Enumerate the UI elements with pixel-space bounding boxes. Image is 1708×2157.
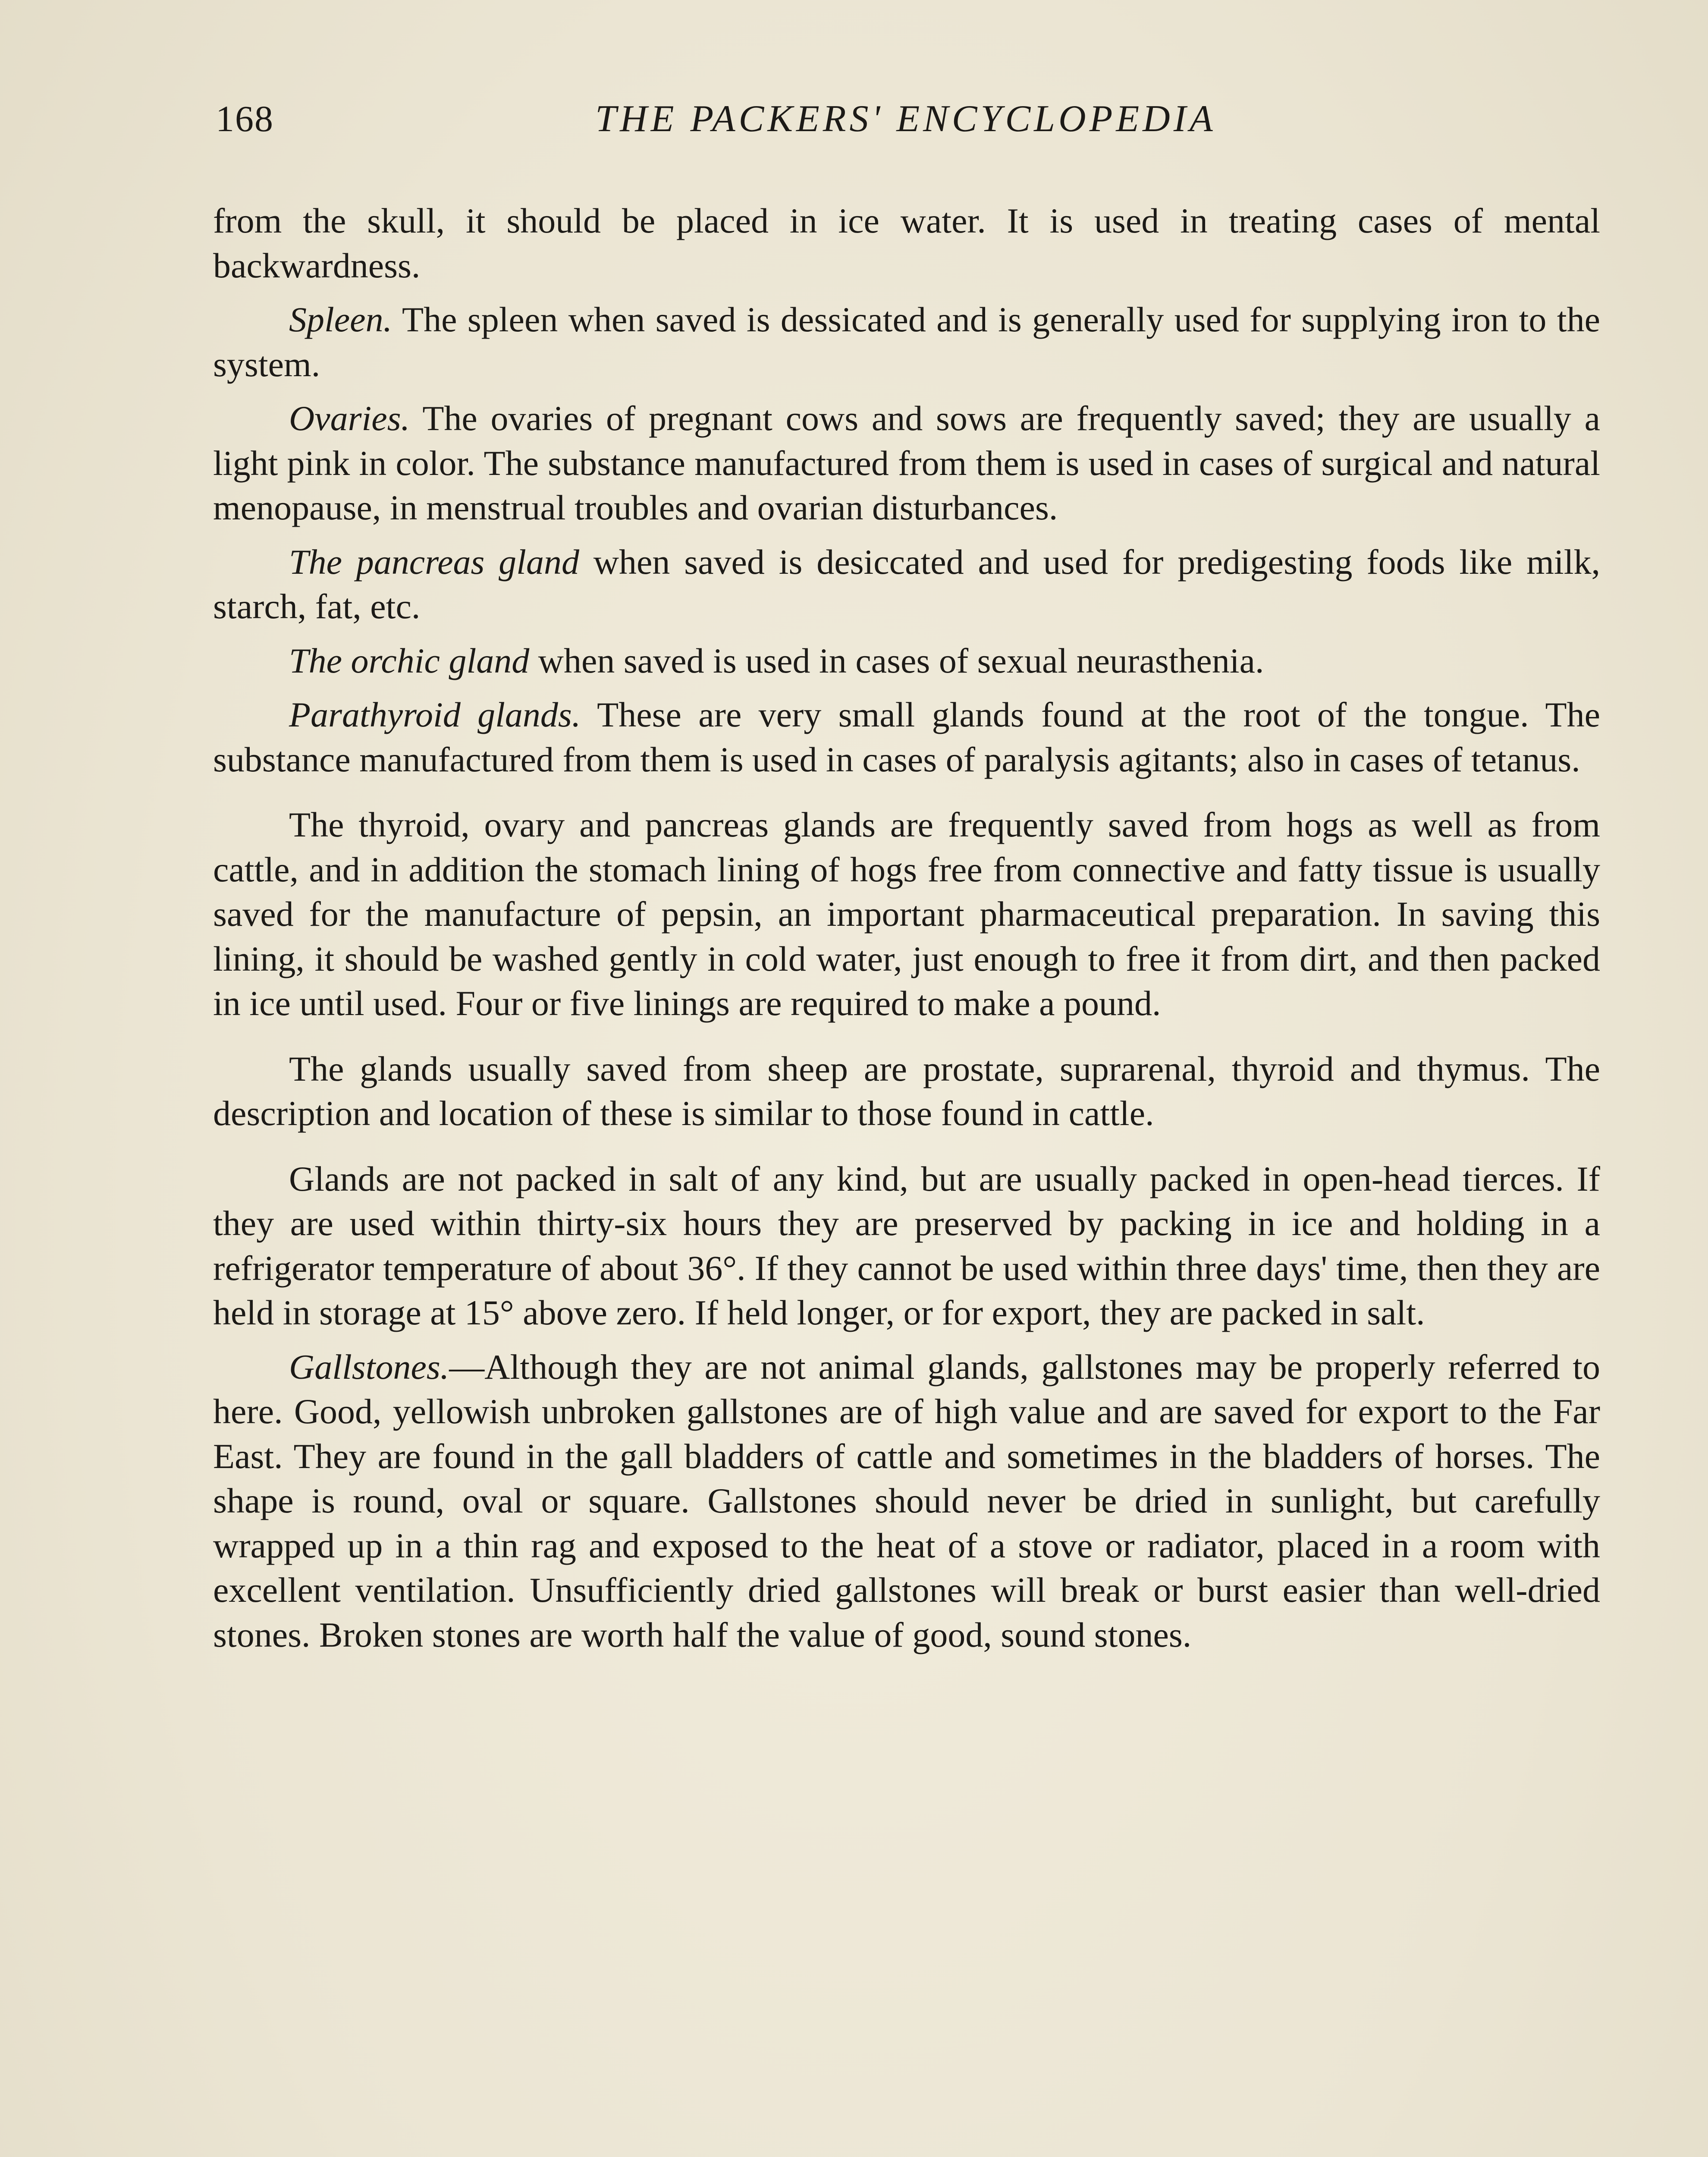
paragraph-skull-continuation: [213, 198, 1600, 288]
paragraph-pancreas-gland: [213, 540, 1600, 629]
paragraph-gallstones: [213, 1345, 1600, 1657]
paragraph-parathyroid-glands: [213, 692, 1600, 782]
paragraph-text: when saved is used in cases of sexual neurasthenia.: [529, 641, 1264, 680]
paragraph-spleen: [213, 297, 1600, 387]
paragraph-sheep-glands: [213, 1047, 1600, 1136]
paragraph-text: —Although they are not animal glands, gallstones may be properly referred to here. Good, yellowish unbroken gallstones are of high value and are saved for export to the Far East. They are found in the gall bladders of cattle and sometimes in the bladders of horses. The shape is round, oval or square. Gallstones should never be dried in sunlight, but carefully wrapped up in a thin rag and exposed to the heat of a stove or radiator, placed in a room with excellent ventilation. Unsufficiently dried gallstones will break or burst easier than well-dried stones. Broken stones are worth half the value of good, sound stones.: [213, 1347, 1600, 1654]
paragraph-text: These are very small glands found at the root of the tongue. The substance manufactured from them is used in cases of paralysis agitants; also in cases of tetanus.: [213, 695, 1600, 779]
paragraph-text: when saved is desiccated and used for predigesting foods like milk, starch, fat, etc.: [213, 542, 1600, 626]
paragraph-orchic-gland: [213, 638, 1600, 683]
running-title: THE PACKERS' ENCYCLOPEDIA: [595, 98, 1216, 140]
paragraph-text: Glands are not packed in salt of any kind, but are usually packed in open-head tierces. If they are used within thirty-six hours they are preserved by packing in ice and holding in a refrigerator temperature of about 36°. If they cannot be used within three days' time, then they are held in storage at 15° above zero. If held longer, or for export, they are packed in salt.: [213, 1159, 1600, 1332]
paragraph-lead: Spleen.: [289, 300, 392, 339]
paragraph-lead: The orchic gland: [289, 641, 530, 680]
paragraph-lead: Parathyroid glands.: [289, 695, 581, 734]
paragraph-text: from the skull, it should be placed in ice water. It is used in treating cases of mental backwardness.: [213, 201, 1600, 285]
paragraph-lead: The pancreas gland: [289, 542, 579, 582]
paragraph-text: The glands usually saved from sheep are prostate, suprarenal, thyroid and thymus. The description and location of these is similar to those found in cattle.: [213, 1049, 1600, 1133]
paragraph-text: The thyroid, ovary and pancreas glands are frequently saved from hogs as well as from cattle, and in addition the stomach lining of hogs free from connective and fatty tissue is usually saved for the manufacture of pepsin, an important pharmaceutical preparation. In saving this lining, it should be washed gently in cold water, just enough to free it from dirt, and then packed in ice until used. Four or five linings are required to make a pound.: [213, 805, 1600, 1023]
paragraph-text: The ovaries of pregnant cows and sows are frequently saved; they are usually a light pink in color. The substance manufactured from them is used in cases of surgical and natural menopause, in menstrual troubles and ovarian disturbances.: [213, 399, 1600, 527]
paragraph-text: The spleen when saved is dessicated and is generally used for supplying iron to the system.: [213, 300, 1600, 384]
paragraph-lead: Ovaries.: [289, 399, 410, 438]
body-text: [213, 198, 1600, 1666]
page-number: 168: [216, 98, 274, 139]
paragraph-ovaries: [213, 396, 1600, 530]
paragraph-gland-packing: [213, 1157, 1600, 1335]
page-header: [216, 97, 1596, 153]
paragraph-lead: Gallstones.: [289, 1347, 449, 1387]
paragraph-hog-glands: [213, 802, 1600, 1026]
